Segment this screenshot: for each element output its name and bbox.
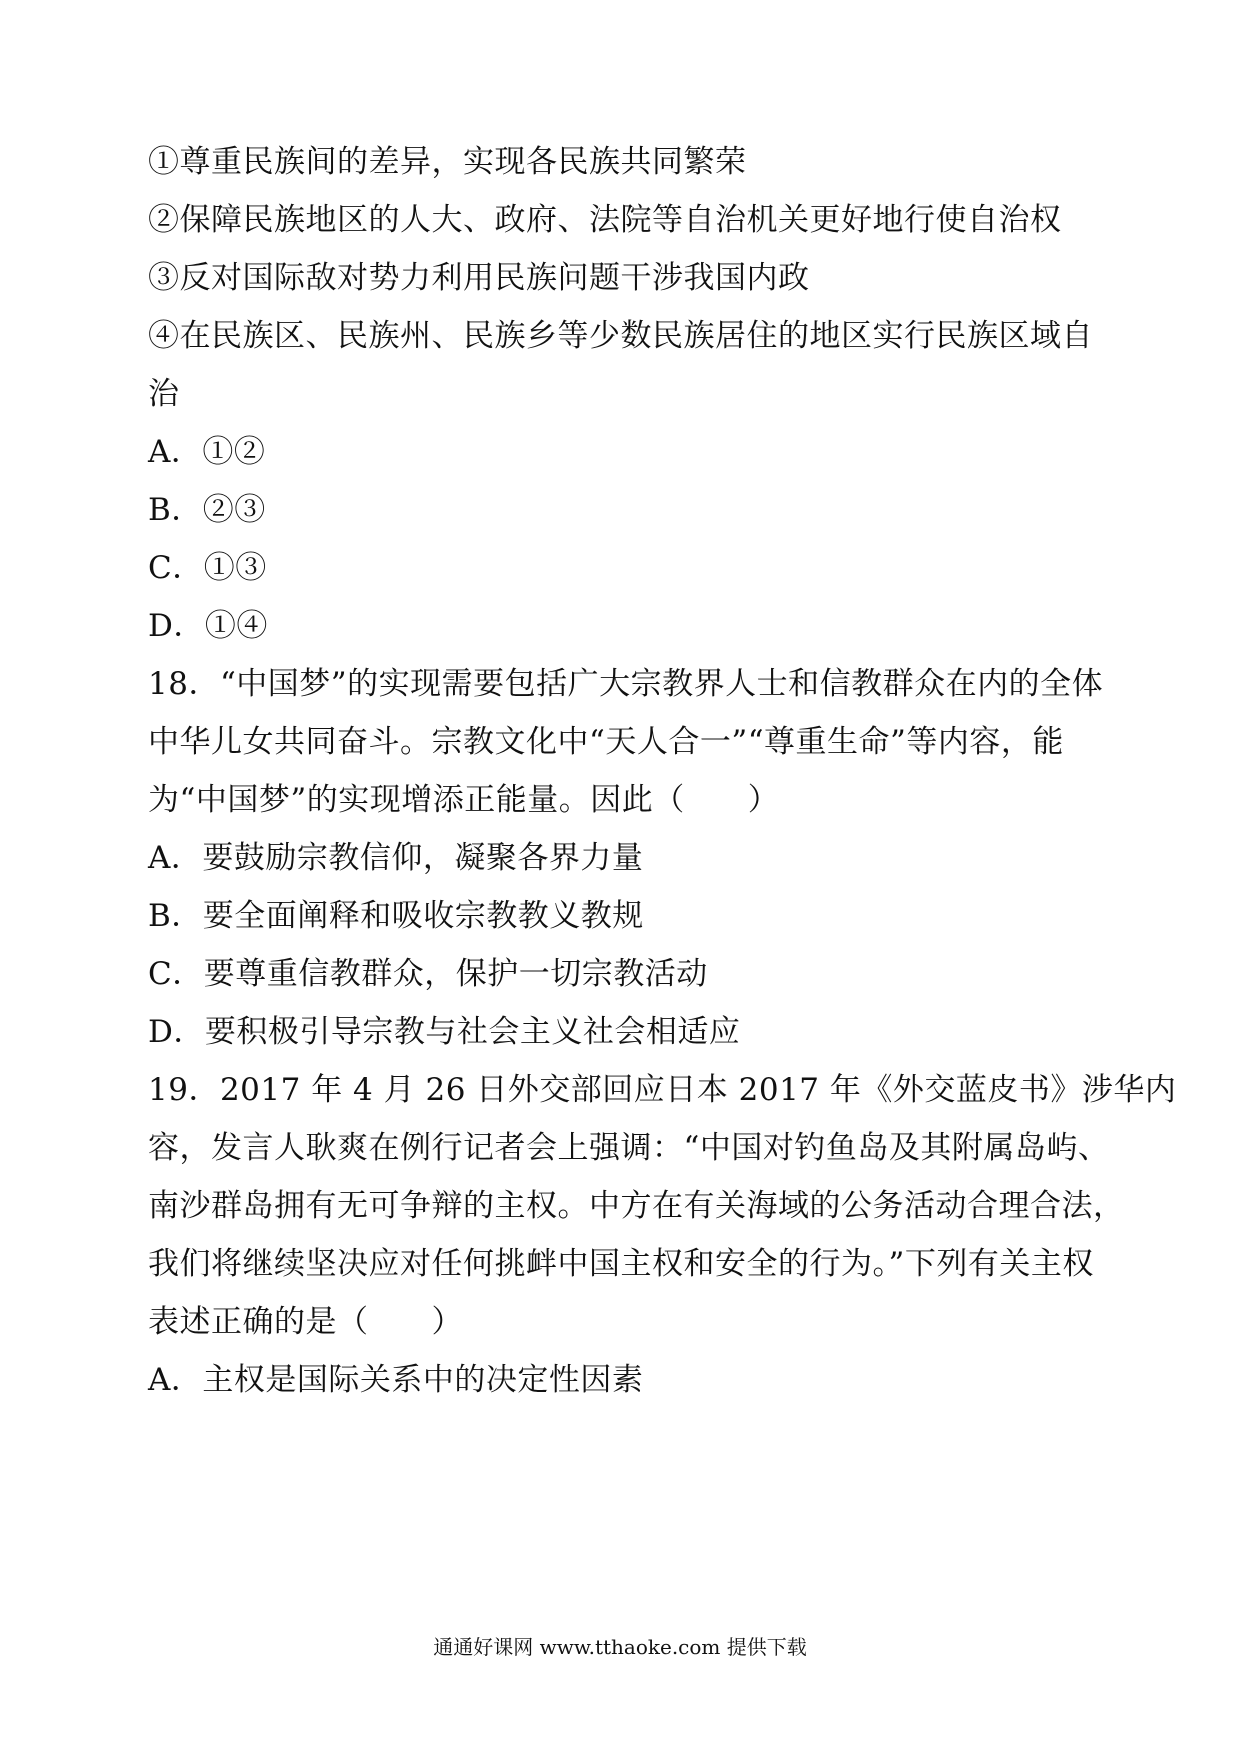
q17-choice-d: D．①④ — [148, 608, 268, 644]
q18-choice-c: C．要尊重信教群众，保护一切宗教活动 — [148, 956, 708, 992]
q19-choice-a: A．主权是国际关系中的决定性因素 — [148, 1362, 644, 1398]
q17-statement-4-continued: 治 — [148, 376, 180, 412]
q18-choice-b: B．要全面阐释和吸收宗教教义教规 — [148, 898, 644, 934]
q17-statement-4: ④在民族区、民族州、民族乡等少数民族居住的地区实行民族区域自 — [148, 318, 1093, 354]
q17-choice-c: C．①③ — [148, 550, 267, 586]
q19-stem-line-5: 表述正确的是（ ） — [148, 1304, 463, 1340]
footer-source: 通通好课网 www.tthaoke.com 提供下载 — [433, 1635, 807, 1659]
q17-statement-1: ①尊重民族间的差异，实现各民族共同繁荣 — [148, 144, 747, 180]
q18-choice-d: D．要积极引导宗教与社会主义社会相适应 — [148, 1014, 741, 1050]
q19-stem-line-2: 容，发言人耿爽在例行记者会上强调：“中国对钓鱼岛及其附属岛屿、 — [148, 1130, 1110, 1166]
q19-stem-line-1: 19．2017 年 4 月 26 日外交部回应日本 2017 年《外交蓝皮书》涉华内 — [148, 1072, 1177, 1108]
q18-stem-line-1: 18．“中国梦”的实现需要包括广大宗教界人士和信教群众在内的全体 — [148, 666, 1104, 702]
q17-statement-2: ②保障民族地区的人大、政府、法院等自治机关更好地行使自治权 — [148, 202, 1062, 238]
q17-choice-b: B．②③ — [148, 492, 266, 528]
q18-choice-a: A．要鼓励宗教信仰，凝聚各界力量 — [148, 840, 644, 876]
q19-stem-line-4: 我们将继续坚决应对任何挑衅中国主权和安全的行为。”下列有关主权 — [148, 1246, 1094, 1282]
q17-statement-3: ③反对国际敌对势力利用民族问题干涉我国内政 — [148, 260, 810, 296]
q18-stem-line-3: 为“中国梦”的实现增添正能量。因此（ ） — [148, 782, 780, 818]
q19-stem-line-3: 南沙群岛拥有无可争辩的主权。中方在有关海域的公务活动合理合法， — [148, 1188, 1125, 1224]
q18-stem-line-2: 中华儿女共同奋斗。宗教文化中“天人合一”“尊重生命”等内容，能 — [148, 724, 1064, 760]
q17-choice-a: A．①② — [148, 434, 266, 470]
